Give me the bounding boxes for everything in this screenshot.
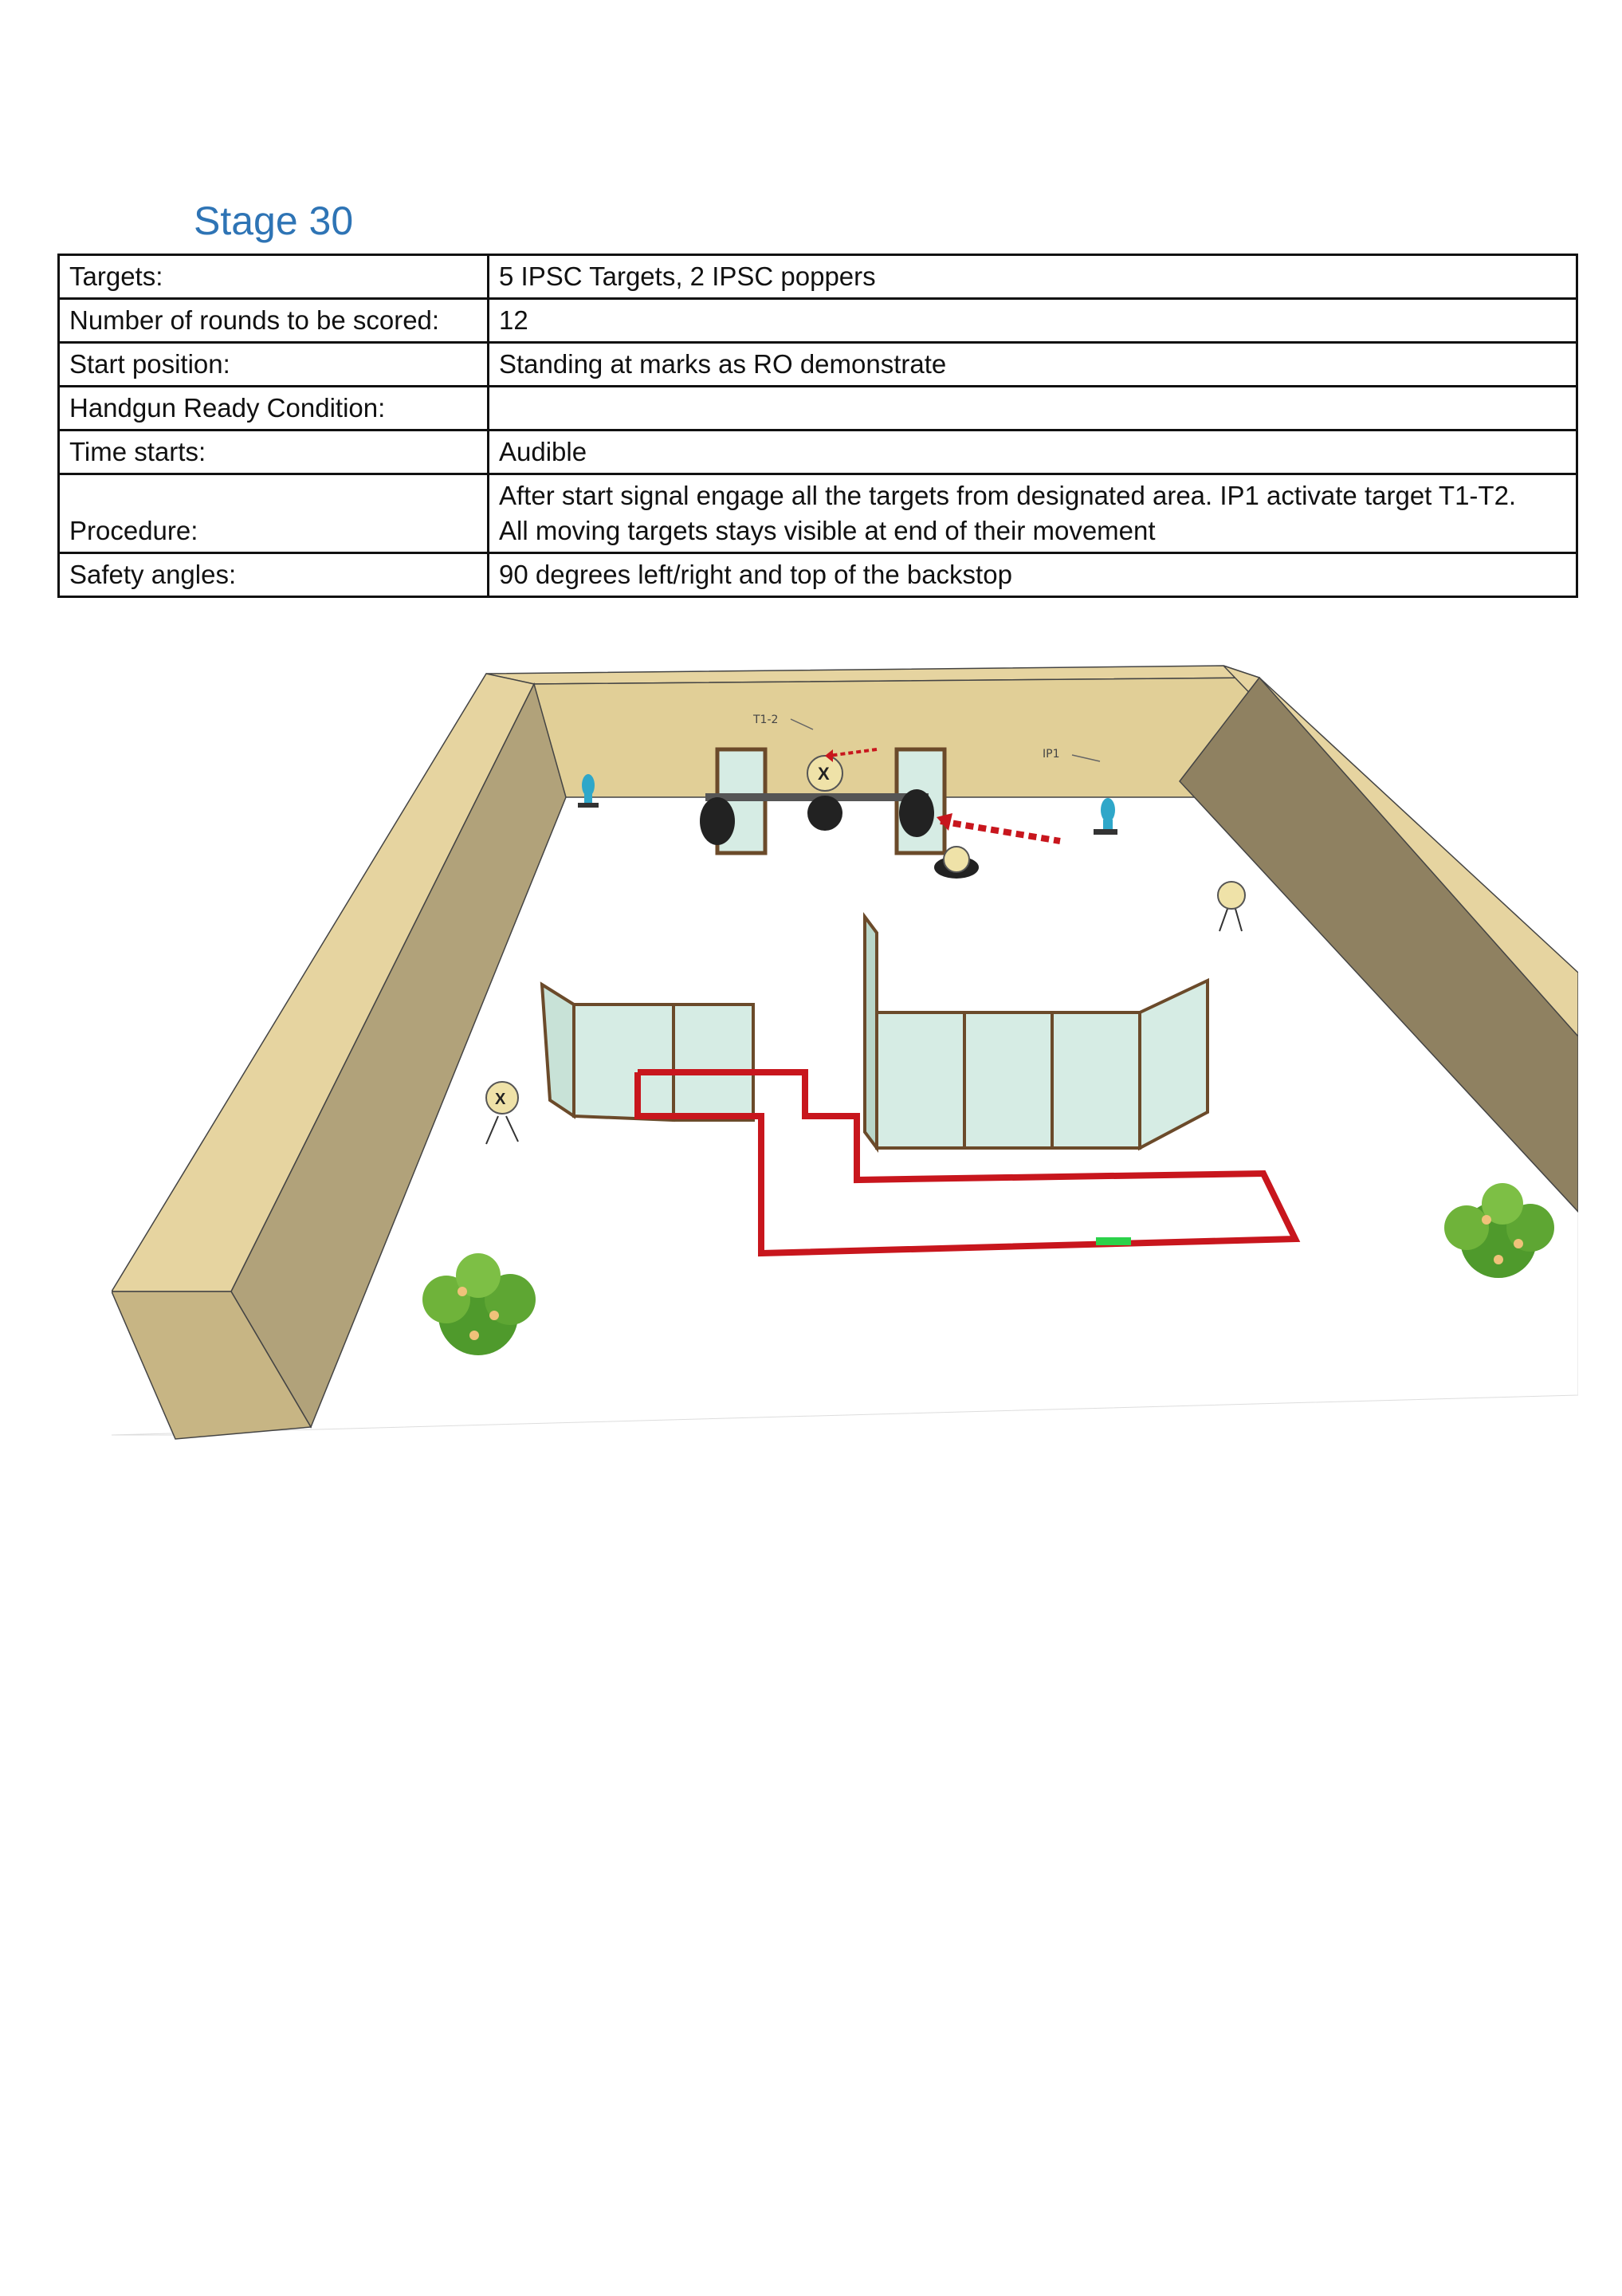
page-title: Stage 30 <box>194 199 354 243</box>
row-label-safety-angles: Safety angles: <box>59 553 489 597</box>
row-value-rounds: 12 <box>489 299 1577 343</box>
procedure-line-1: After start signal engage all the targets from designated area. IP1 activate target T1-T2. <box>499 481 1517 510</box>
table-row <box>59 474 1577 553</box>
stage-diagram <box>112 654 1578 1451</box>
row-value-procedure <box>489 474 1577 553</box>
table-row <box>59 343 1577 387</box>
row-label-ready-condition: Handgun Ready Condition: <box>59 387 489 431</box>
row-value-ready-condition <box>489 387 1577 431</box>
tire-icon <box>700 797 735 845</box>
table-row <box>59 387 1577 431</box>
left-barricade <box>542 985 753 1120</box>
row-label-time-starts: Time starts: <box>59 431 489 474</box>
table-row <box>59 299 1577 343</box>
stage-info-table <box>57 254 1578 598</box>
table-row <box>59 431 1577 474</box>
ipsc-target-icon <box>944 847 969 872</box>
stage-diagram-svg <box>112 654 1578 1451</box>
row-label-start-position: Start position: <box>59 343 489 387</box>
table-row <box>59 255 1577 299</box>
table-row <box>59 553 1577 597</box>
row-value-start-position: Standing at marks as RO demonstrate <box>489 343 1577 387</box>
no-shoot-target-mark: X <box>818 764 830 784</box>
row-value-targets: 5 IPSC Targets, 2 IPSC poppers <box>489 255 1577 299</box>
t1-2-label: T1-2 <box>753 714 779 726</box>
row-label-targets: Targets: <box>59 255 489 299</box>
row-label-procedure: Procedure: <box>59 474 489 553</box>
start-mark <box>1096 1237 1131 1245</box>
row-value-safety-angles: 90 degrees left/right and top of the backstop <box>489 553 1577 597</box>
tire-icon <box>807 796 842 831</box>
svg-text:X: X <box>495 1091 506 1108</box>
row-label-rounds: Number of rounds to be scored: <box>59 299 489 343</box>
row-value-time-starts: Audible <box>489 431 1577 474</box>
procedure-line-2: All moving targets stays visible at end of their movement <box>499 516 1156 545</box>
tire-icon <box>899 789 934 837</box>
ip1-label: IP1 <box>1043 748 1060 761</box>
